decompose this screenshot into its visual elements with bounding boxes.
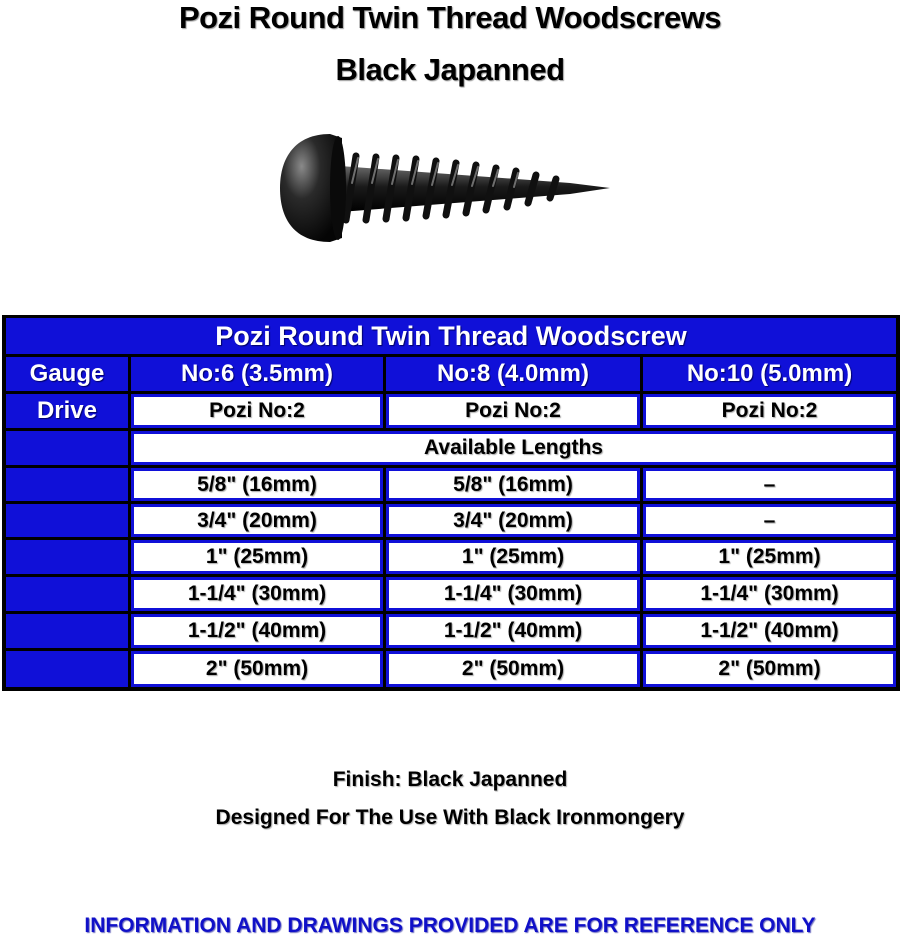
length-cell: 5/8" (16mm) xyxy=(386,468,640,501)
gauge-no8: No:8 (4.0mm) xyxy=(386,357,640,391)
row-label-cell xyxy=(6,468,128,501)
row-label-cell xyxy=(6,651,128,687)
drive-label: Drive xyxy=(6,394,128,428)
length-cell: 2" (50mm) xyxy=(643,651,896,687)
row-label-cell xyxy=(6,577,128,611)
gauge-label: Gauge xyxy=(6,357,128,391)
specification-table xyxy=(2,315,900,691)
length-cell: 1" (25mm) xyxy=(643,540,896,574)
length-cell: 1-1/2" (40mm) xyxy=(643,614,896,648)
disclaimer: INFORMATION AND DRAWINGS PROVIDED ARE FOR REFERENCE ONLY xyxy=(84,914,816,937)
length-cell: 2" (50mm) xyxy=(131,651,383,687)
length-cell: 1-1/4" (30mm) xyxy=(386,577,640,611)
finish-note: Finish: Black Japanned xyxy=(332,768,568,791)
length-cell: 1-1/2" (40mm) xyxy=(131,614,383,648)
page-subtitle: Black Japanned xyxy=(335,52,565,87)
length-cell: 3/4" (20mm) xyxy=(131,504,383,537)
length-cell: – xyxy=(643,468,896,501)
gauge-no6: No:6 (3.5mm) xyxy=(131,357,383,391)
length-cell: – xyxy=(643,504,896,537)
length-cell: 1-1/4" (30mm) xyxy=(643,577,896,611)
row-label-cell xyxy=(6,540,128,574)
row-label-cell xyxy=(6,431,128,465)
available-lengths-label: Available Lengths xyxy=(131,431,896,465)
gauge-no10: No:10 (5.0mm) xyxy=(643,357,896,391)
screw-image xyxy=(270,128,620,248)
length-cell: 2" (50mm) xyxy=(386,651,640,687)
table-caption: Pozi Round Twin Thread Woodscrew xyxy=(6,318,896,354)
length-cell: 3/4" (20mm) xyxy=(386,504,640,537)
length-cell: 1" (25mm) xyxy=(131,540,383,574)
drive-no8: Pozi No:2 xyxy=(386,394,640,428)
drive-no6: Pozi No:2 xyxy=(131,394,383,428)
row-label-cell xyxy=(6,614,128,648)
row-label-cell xyxy=(6,504,128,537)
length-cell: 5/8" (16mm) xyxy=(131,468,383,501)
use-note: Designed For The Use With Black Ironmongery xyxy=(215,806,685,829)
length-cell: 1-1/2" (40mm) xyxy=(386,614,640,648)
length-cell: 1" (25mm) xyxy=(386,540,640,574)
length-cell: 1-1/4" (30mm) xyxy=(131,577,383,611)
page-title: Pozi Round Twin Thread Woodscrews xyxy=(178,0,722,35)
drive-no10: Pozi No:2 xyxy=(643,394,896,428)
